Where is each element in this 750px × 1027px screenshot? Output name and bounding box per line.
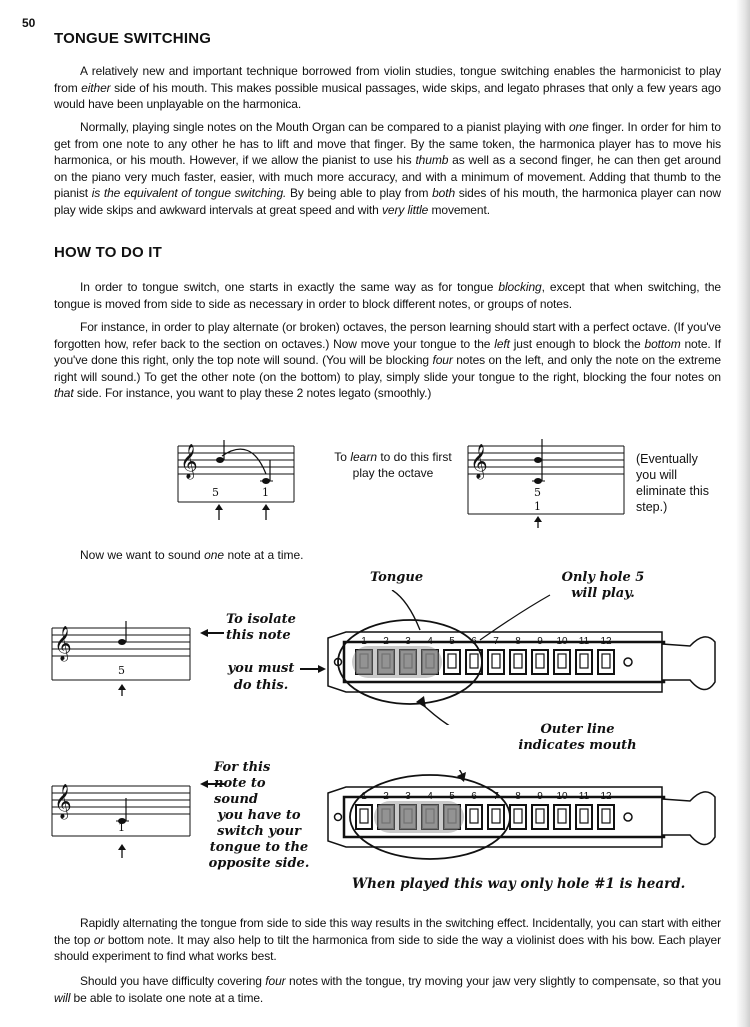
hole-number: 4 [427,636,433,647]
text-run: just enough to block the [509,336,645,351]
switch-tongue-label: you have to switch your tongue to the opposite side. [208,808,310,871]
outer-line-label: Outer line indicates mouth [518,722,637,753]
text-run: to do this first play the octave [352,450,452,480]
text-run: bottom [644,336,681,351]
staff-number-5: 5 [118,664,125,677]
harmonica-hole [554,805,570,829]
staff-octave-chord [466,436,626,531]
harmonica-end-piece [662,637,715,690]
harmonica-hole [510,805,526,829]
harmonica-hole [488,650,504,674]
hole-number: 3 [405,636,411,647]
text-run: side of his mouth. This makes possible musical passages, wide skips, and legato phrases that only a few years ago would have been unplayable on the harmonica. [54,80,721,111]
harmonica-hole [576,805,592,829]
tongue-shading [352,646,442,678]
hole-number: 6 [471,791,477,802]
svg-text:𝄞: 𝄞 [470,444,488,479]
hole-number: 6 [471,636,477,647]
hole-number: 2 [383,636,389,647]
text-run: will [54,990,71,1005]
hole-number: 12 [600,636,612,647]
text-run: Normally, playing single notes on the Mouth Organ can be compared to a pianist playing with [80,120,569,134]
hole-number: 5 [449,636,455,647]
hole-number: 11 [578,636,590,647]
text-run: both [432,186,456,200]
staff-single-note-5 [50,618,195,698]
hole-number: 8 [515,791,521,802]
text-run: learn [350,450,377,464]
harmonica-hole [554,650,570,674]
text-run: In order to tongue switch, one starts in exactly the same way as for tongue [80,280,499,294]
text-run: is the equivalent of tongue switching. [91,186,287,200]
text-run: note. If you've done this right, only the top note will sound. (You will be blocking [54,336,721,367]
staff-number-1: 1 [118,821,125,834]
jaw-advice-paragraph [54,973,721,1006]
hole-number: 1 [361,791,367,802]
staff-single-note-1 [50,776,195,861]
isolate-note-label: To isolate this note [226,612,296,643]
one-note-instruction [80,547,304,563]
text-run: notes on the left, and only the note on the extreme right will sound.) To get the other note (on the bottom) to play, simply slide your tongue to the right, blocking the four notes on [54,353,721,384]
text-run: blocking [498,280,542,294]
page-number: 50 [22,16,36,30]
arrowhead-icon [416,696,426,708]
hole-number: 3 [405,791,411,802]
harmonica-hole [576,650,592,674]
text-run: notes with the tongue, try moving your jaw very slightly to compensate, so that you [285,974,721,988]
hole-number: 10 [556,791,568,802]
only-hole-5-label: Only hole 5 will play. [561,570,645,601]
text-run: thumb [415,153,449,167]
text-run: note at a time. [224,548,304,562]
harmonica-hole [532,805,548,829]
harmonica-end-piece [662,792,715,845]
text-run: that [54,386,74,400]
text-run: Now we want to sound [80,548,205,562]
staff-two-notes [176,436,296,526]
hole-number: 12 [600,791,612,802]
text-run: Rapidly alternating the tongue from side to side this way results in the switching effect. Incidentally, you can start with either the top [54,916,721,947]
left-arrow-2 [200,779,226,789]
svg-text:𝄞: 𝄞 [54,784,72,819]
mouth-pointer-curve [420,702,510,725]
tongue-label: Tongue [370,570,424,585]
section-title-tongue-switching: TONGUE SWITCHING [54,30,212,47]
text-run: Should you have difficulty covering [80,974,266,988]
harmonica-hole [488,805,504,829]
section-title-how-to-do-it: HOW TO DO IT [54,244,162,261]
harmonica-hole [466,650,482,674]
eventually-note: (Eventually you will eliminate this step.) [636,452,709,514]
harmonica-hole [356,805,372,829]
text-run: one [568,120,589,134]
hole-number: 9 [537,636,543,647]
harmonica-diagram-right-blocked [320,770,730,870]
harmonica-hole [532,650,548,674]
text-run: very little [381,202,429,217]
hole-1-caption: When played this way only hole #1 is heard. [352,876,686,892]
svg-text:𝄞: 𝄞 [54,626,72,661]
staff-number-1: 1 [534,500,541,513]
hole-number: 5 [449,791,455,802]
text-run: By being able to play from [286,186,433,200]
hole-number: 10 [556,636,568,647]
staff-number-5: 5 [534,486,541,499]
harmonica-diagram-left-blocked [320,590,730,725]
text-run: be able to isolate one note at a time. [70,990,264,1005]
text-run: sides of his mouth, the harmonica player can now play wide skips and awkward intervals at great speed and with [54,186,721,217]
page-edge-shadow [736,0,750,1027]
hole-number: 9 [537,791,543,802]
text-run: four [432,353,453,367]
tongue-pointer [392,590,420,630]
you-must-label: you must do this. [227,661,295,693]
hole-number: 7 [493,636,499,647]
harmonica-hole [598,805,614,829]
text-run: bottom note. It may also help to tilt the harmonica from side to side the way a violinist does with his bow. Each player should experiment to find what works best. [54,932,721,963]
hole-number: 1 [361,636,367,647]
how-to-paragraph [54,279,721,312]
hole-number: 8 [515,636,521,647]
staff-number-5: 5 [212,486,219,499]
mouth-pointer-line [455,770,462,774]
hole-number: 2 [383,791,389,802]
note-sound-label: For this note to sound [214,760,271,807]
text-run: , except that when switching, the tongue is moved from side to side as necessary in order to block different notes, or groups of notes. [54,280,721,311]
text-run: finger. In order for him to get from one note to any other he has to lift and move that finger. By the same token, the harmonica player has to move his harmonica, or his mouth. However, if we allow the pianist to use his [54,120,721,167]
harmonica-hole [598,650,614,674]
staff-number-1: 1 [262,486,269,499]
piano-analogy-paragraph [54,119,721,218]
octave-paragraph [54,319,721,402]
hole-number: 7 [493,791,499,802]
text-run: side. For instance, you want to play these 2 notes legato (smoothly.) [73,386,432,400]
intro-paragraph [54,63,721,113]
text-run: four [265,974,286,988]
harmonica-hole [444,650,460,674]
svg-text:𝄞: 𝄞 [180,444,198,479]
text-run: one [204,548,225,562]
text-run: To [334,450,351,464]
left-arrow-1 [200,628,226,638]
harmonica-hole [466,805,482,829]
tongue-shading [374,801,464,833]
text-run: For instance, in order to play alternate (or broken) octaves, the person learning should start with a perfect octave. (If you've forgotten how, refer back to the section on octaves.) Now move your tongue to the [54,320,721,351]
text-run: movement. [428,202,490,217]
learn-octave-instruction [334,449,452,481]
switching-effect-paragraph [54,915,721,965]
hole-number: 4 [427,791,433,802]
text-run: either [81,80,111,95]
text-run: as well as a second finger, he can then get around on the piano very much faster, easier, with much more accuracy, and with a minimum of movement. Adding that thumb to the pianist [54,153,721,200]
hole-number: 11 [578,791,590,802]
text-run: or [93,932,105,947]
text-run: left [494,336,510,351]
text-run: A relatively new and important technique borrowed from violin studies, tongue switching enables the harmonicist to play from [54,64,721,95]
harmonica-hole [510,650,526,674]
